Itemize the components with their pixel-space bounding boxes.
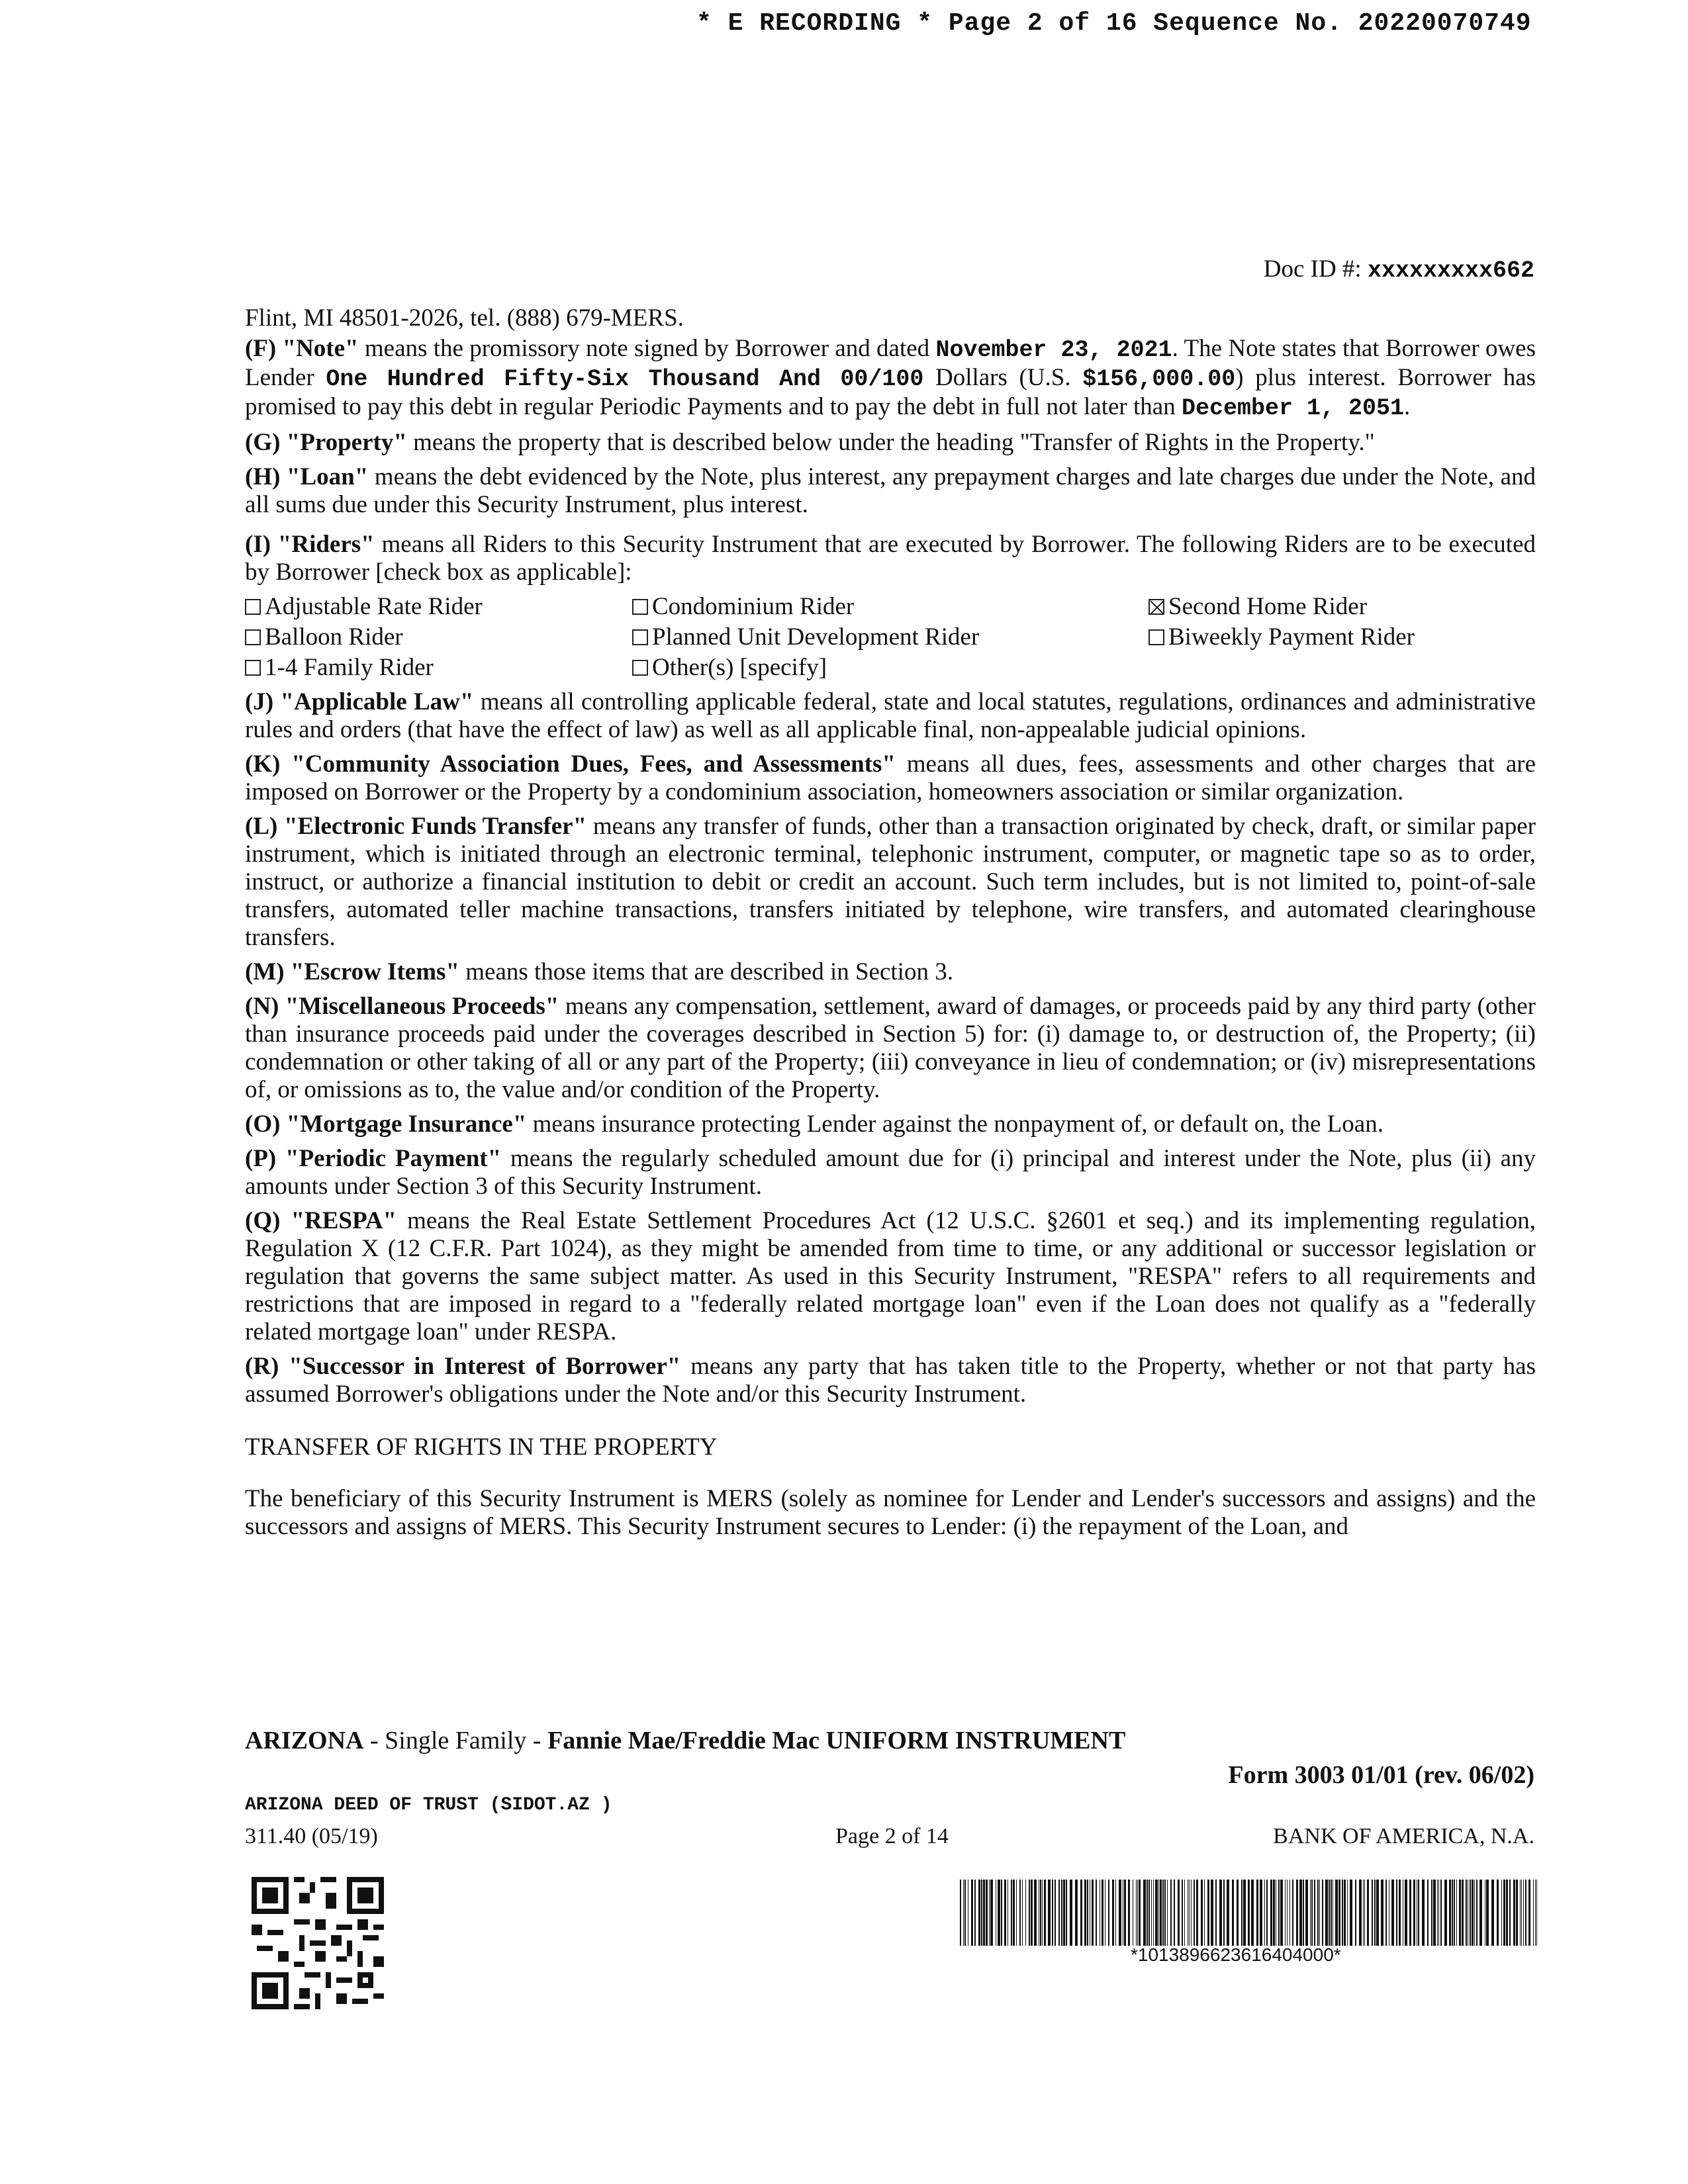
definition-riders: (I) "Riders" means all Riders to this Security Instrument that are executed by Borrower. The following Riders are to be executed by Borrower [check box as applicable]:	[245, 531, 1536, 586]
rider-balloon[interactable]: Balloon Rider	[245, 623, 632, 651]
form-title: ARIZONA DEED OF TRUST (SIDOT.AZ )	[245, 1795, 612, 1815]
doc-id	[1264, 255, 1534, 284]
definition-loan: (H) "Loan" means the debt evidenced by the Note, plus interest, any prepayment charges and late charges due under the Note, and all sums due under this Security Instrument, plus interest.	[245, 463, 1536, 518]
form-revision: 311.40 (05/19)	[245, 1824, 378, 1848]
rider-biweekly[interactable]: Biweekly Payment Rider	[1149, 623, 1546, 651]
checkbox-icon[interactable]	[245, 629, 261, 645]
rider-other[interactable]: Other(s) [specify]	[632, 654, 1149, 682]
footer-uniform: Fannie Mae/Freddie Mac UNIFORM INSTRUMENT	[547, 1727, 1126, 1754]
transfer-text: The beneficiary of this Security Instrument is MERS (solely as nominee for Lender and Lender's successors and assigns) and the successors and assigns of MERS. This Security Instrument secures to Lender: (i) the repayment of the Loan, and	[245, 1485, 1536, 1540]
definition-respa: (Q) "RESPA" means the Real Estate Settlement Procedures Act (12 U.S.C. §2601 et seq.) and its implementing regulation, Regulation X (12 C.F.R. Part 1024), as they might be amended from time to time, or any additional or successor legislation or regulation that governs the same subject matter. As used in this Security Instrument, "RESPA" refers to all requirements and restrictions that are imposed in regard to a "federally related mortgage loan" even if the Loan does not qualify as a "federally related mortgage loan" under RESPA.	[245, 1207, 1536, 1345]
rider-pud[interactable]: Planned Unit Development Rider	[632, 623, 1149, 651]
checkbox-icon[interactable]	[1149, 629, 1164, 645]
checkbox-icon[interactable]	[245, 599, 261, 615]
term-note: (F) "Note"	[245, 335, 359, 362]
maturity-date: December 1, 2051	[1181, 395, 1405, 422]
qr-code-icon	[252, 1877, 384, 2009]
loan-amount: $156,000.00	[1082, 366, 1236, 392]
form-number: Form 3003 01/01 (rev. 06/02)	[1228, 1761, 1534, 1789]
loan-amount-words: One Hundred Fifty-Six Thousand And 00/100	[326, 366, 924, 392]
checkbox-icon[interactable]	[245, 660, 261, 676]
recording-header: * E RECORDING * Page 2 of 16 Sequence No. 20220070749	[696, 9, 1532, 38]
definition-property: (G) "Property" means the property that is described below under the heading "Transfer of Rights in the Property."	[245, 429, 1375, 456]
definition-periodic-payment: (P) "Periodic Payment" means the regularly scheduled amount due for (i) principal and interest under the Note, plus (ii) any amounts under Section 3 of this Security Instrument.	[245, 1145, 1536, 1200]
section-heading: TRANSFER OF RIGHTS IN THE PROPERTY	[245, 1433, 718, 1461]
checkbox-icon[interactable]	[632, 629, 648, 645]
rider-1-4-family[interactable]: 1-4 Family Rider	[245, 654, 632, 682]
lender-name: BANK OF AMERICA, N.A.	[1273, 1824, 1534, 1848]
barcode-number: *1013896623616404000*	[1131, 1944, 1341, 1965]
checked-checkbox-icon[interactable]	[1149, 599, 1164, 615]
doc-id-label: Doc ID #:	[1263, 255, 1362, 283]
footer-state: ARIZONA	[245, 1727, 364, 1754]
definition-community-dues: (K) "Community Association Dues, Fees, and Assessments" means all dues, fees, assessments and other charges that are imposed on Borrower or the Property by a condominium association, homeowners association or similar organization.	[245, 751, 1536, 805]
intro-line: Flint, MI 48501-2026, tel. (888) 679-MERS.	[245, 304, 684, 332]
definition-mortgage-insurance: (O) "Mortgage Insurance" means insurance protecting Lender against the nonpayment of, or default on, the Loan.	[245, 1111, 1383, 1138]
doc-id-value: xxxxxxxxx662	[1367, 257, 1534, 284]
page-number: Page 2 of 14	[835, 1824, 949, 1848]
definition-escrow-items: (M) "Escrow Items" means those items that are described in Section 3.	[245, 958, 953, 985]
checkbox-icon[interactable]	[632, 599, 648, 615]
note-date: November 23, 2021	[935, 337, 1172, 363]
barcode-icon	[960, 1880, 1539, 1946]
rider-second-home[interactable]: Second Home Rider	[1149, 593, 1546, 621]
definition-successor: (R) "Successor in Interest of Borrower" means any party that has taken title to the Property, whether or not that party has assumed Borrower's obligations under the Note and/or this Security Instrument.	[245, 1353, 1536, 1408]
definition-note: (F) "Note" means the promissory note signed by Borrower and dated November 23, 2021. The Note states that Borrower owes Lender One Hundred Fifty-Six Thousand And 00/100 Dollars (U.S. $156,000.00) plus interest. Borrower has promised to pay this debt in regular Periodic Payments and to pay the debt in full not later than December 1, 2051.	[245, 335, 1536, 422]
rider-condominium[interactable]: Condominium Rider	[632, 593, 1149, 621]
definition-misc-proceeds: (N) "Miscellaneous Proceeds" means any compensation, settlement, award of damages, or proceeds paid by any third party (other than insurance proceeds paid under the coverages described in Section 5) for: (i) damage to, or destruction of, the Property; (ii) condemnation or other taking of all or any part of the Property; (iii) conveyance in lieu of condemnation; or (iv) misrepresentations of, or omissions as to, the value and/or condition of the Property.	[245, 993, 1536, 1103]
footer-instrument-line: ARIZONA - Single Family - Fannie Mae/Freddie Mac UNIFORM INSTRUMENT	[245, 1727, 1126, 1754]
definition-eft: (L) "Electronic Funds Transfer" means any transfer of funds, other than a transaction originated by check, draft, or similar paper instrument, which is initiated through an electronic terminal, telephonic instrument, computer, or magnetic tape so as to order, instruct, or authorize a financial institution to debit or credit an account. Such term includes, but is not limited to, point-of-sale transfers, automated teller machine transactions, transfers initiated by telephone, wire transfers, and automated clearinghouse transfers.	[245, 813, 1536, 951]
document-body	[245, 304, 1536, 1547]
riders-checklist	[245, 593, 1536, 682]
checkbox-icon[interactable]	[632, 660, 648, 676]
rider-adjustable-rate[interactable]: Adjustable Rate Rider	[245, 593, 632, 621]
definition-applicable-law: (J) "Applicable Law" means all controlling applicable federal, state and local statutes, regulations, ordinances and administrative rules and orders (that have the effect of law) as well as all applicable final, non-appealable judicial opinions.	[245, 688, 1536, 743]
